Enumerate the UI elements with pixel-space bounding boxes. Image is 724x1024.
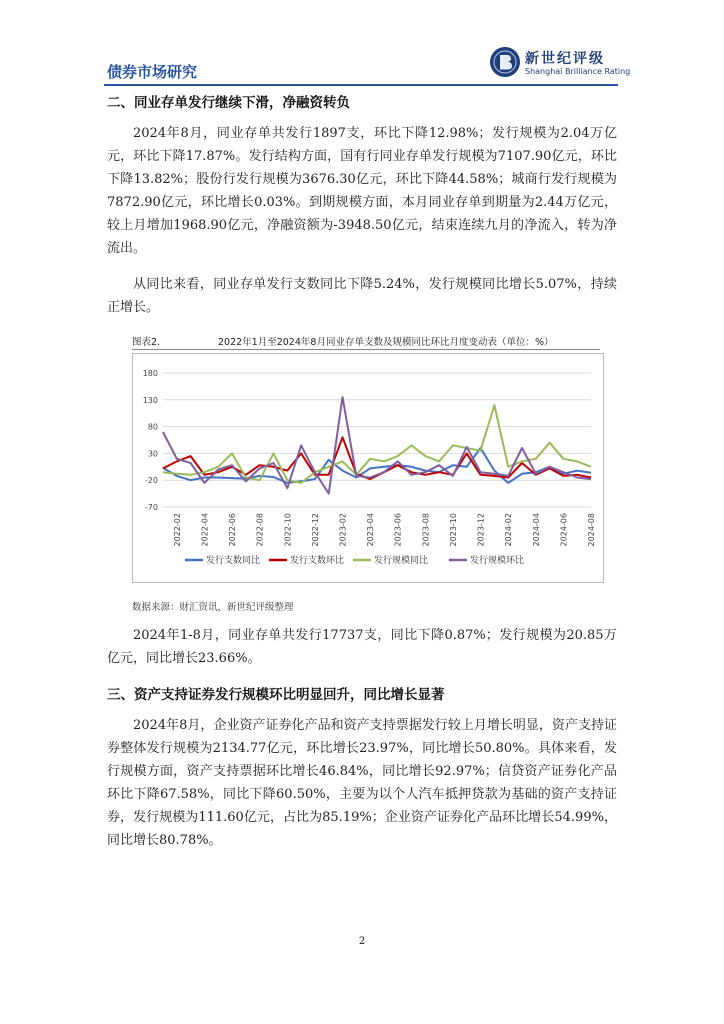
company-name-en: Shanghai Brilliance Rating <box>525 67 631 76</box>
page-number: 2 <box>358 936 366 947</box>
x-tick-label: 2024-06 <box>559 513 569 547</box>
figure-title: 2022年1月至2024年8月同业存单支数及规模同比环比月度变动表（单位：%） <box>218 337 554 348</box>
figure-title-rule <box>132 349 600 350</box>
x-tick-label: 2023-12 <box>476 513 486 547</box>
series-line <box>163 405 591 483</box>
data-source-note: 数据来源：财汇资讯，新世纪评级整理 <box>132 602 294 613</box>
x-tick-label: 2023-06 <box>393 513 403 547</box>
header-divider <box>104 84 618 86</box>
x-tick-label: 2024-08 <box>587 513 596 547</box>
y-tick-label: 30 <box>147 449 158 459</box>
paragraph-text: 2024年8月，企业资产证券化产品和资产支持票据发行较上月增长明显，资产支持证券整体发行规模为2134.77亿元，环比增长23.97%，同比增长50.80%。具体来看，发行规模方面，资产支持票据环比增长46.84%，同比增长92.97%；信贷资产证券化产品环比下降67.58%，同比下降60.50%，主要为以个人汽车抵押贷款为基础的资产支持证券，发行规模为111.60亿元，占比为85.19%；企业资产证券化产品环比增长54.99%，同比增长80.78%。 <box>107 718 617 848</box>
series-line <box>163 397 591 494</box>
y-tick-label: 130 <box>142 395 158 405</box>
figure-label: 图表2. <box>132 337 161 348</box>
legend-label: 发行规模同比 <box>374 556 429 566</box>
x-tick-label: 2023-04 <box>366 513 376 547</box>
paragraph-text: 2024年8月，同业存单共发行1897支，环比下降12.98%；发行规模为2.04万亿元，环比下降17.87%。发行结构方面，国有行同业存单发行规模为7107.90亿元，环比下降13.82%；股份行发行规模为3676.30亿元，环比下降44.58%；城商行发行规模为7872.90亿元，环比增长0.03%。到期规模方面，本月同业存单到期量为2.44万亿元，较上月增加1968.90亿元，净融资额为-3948.50亿元，结束连续九月的净流入，转为净流出。 <box>107 126 617 256</box>
company-name-cn: 新世纪评级 <box>525 51 605 67</box>
x-tick-label: 2024-02 <box>504 513 514 547</box>
x-tick-label: 2022-12 <box>310 513 320 547</box>
company-logo-icon <box>489 46 521 78</box>
x-tick-label: 2022-06 <box>228 513 238 547</box>
x-tick-label: 2023-10 <box>448 513 458 547</box>
y-tick-label: 80 <box>147 422 158 432</box>
x-tick-label: 2022-10 <box>283 513 293 547</box>
x-tick-label: 2023-08 <box>421 513 431 547</box>
section2-paragraph-3 <box>107 624 617 670</box>
y-tick-label: -20 <box>144 476 158 486</box>
section3-paragraph <box>107 714 617 852</box>
report-series-title: 债券市场研究 <box>107 63 198 81</box>
x-tick-label: 2022-02 <box>172 513 182 547</box>
y-tick-label: -70 <box>144 503 158 512</box>
x-tick-label: 2022-08 <box>255 513 265 547</box>
line-chart <box>133 354 603 582</box>
paragraph-text: 从同比来看，同业存单发行支数同比下降5.24%，发行规模同比增长5.07%，持续正增长。 <box>107 277 617 315</box>
legend-label: 发行规模环比 <box>470 556 525 566</box>
paragraph-text: 2024年1-8月，同业存单共发行17737支，同比下降0.87%；发行规模为20.85万亿元，同比增长23.66%。 <box>107 628 617 666</box>
legend-label: 发行支数环比 <box>290 556 345 566</box>
x-tick-label: 2024-04 <box>531 513 541 547</box>
section2-paragraph-1 <box>107 122 617 260</box>
section-heading-3: 三、资产支持证券发行规模环比明显回升，同比增长显著 <box>107 687 445 703</box>
section-heading-2: 二、同业存单发行继续下滑，净融资转负 <box>107 95 350 111</box>
y-tick-label: 180 <box>142 369 158 378</box>
chart-frame <box>132 353 604 583</box>
section2-paragraph-2 <box>107 273 617 319</box>
legend-label: 发行支数同比 <box>206 556 261 566</box>
x-tick-label: 2023-02 <box>338 513 348 547</box>
x-tick-label: 2022-04 <box>200 513 210 547</box>
